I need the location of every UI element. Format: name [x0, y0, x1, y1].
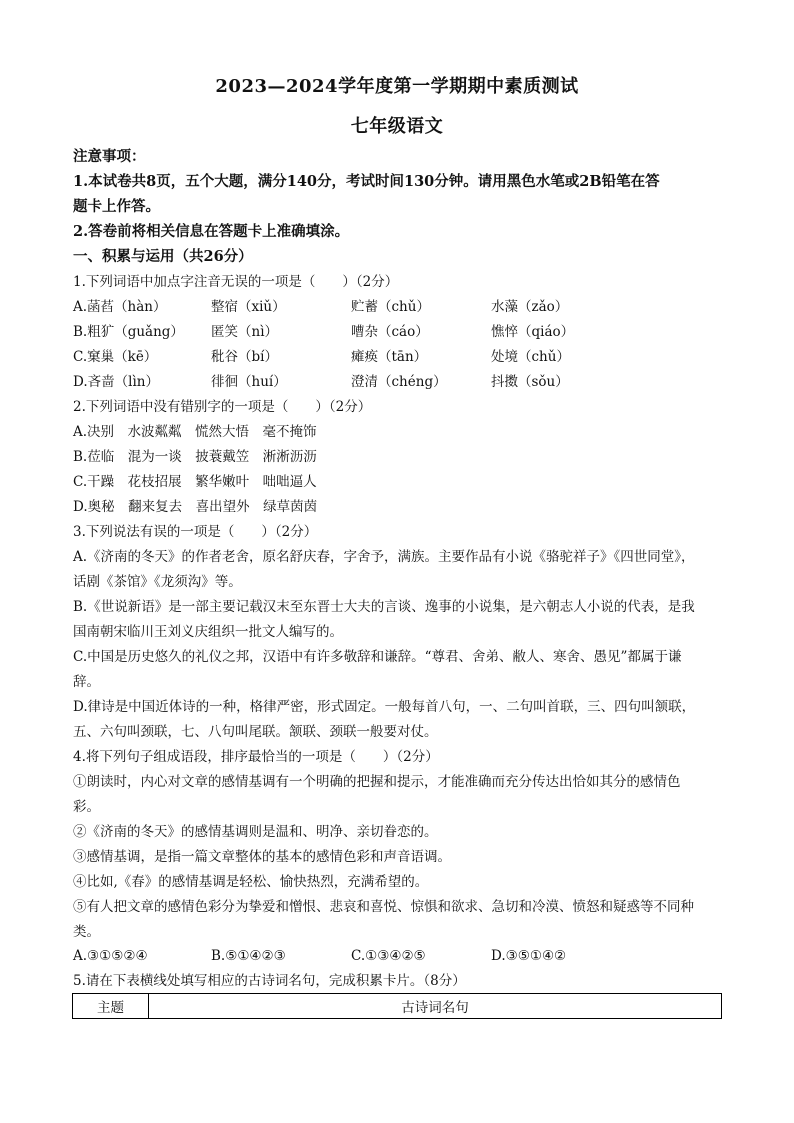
question-3-option-d-line-1: D.律诗是中国近体诗的一种，格律严密，形式固定。一般每首八句，一、二句叫首联，三、四句叫颔联，	[73, 699, 696, 715]
question-3-option-d-line-2: 五、六句叫颈联，七、八句叫尾联。颔联、颈联一般要对仗。	[73, 724, 438, 740]
notice-heading: 注意事项：	[73, 148, 146, 165]
question-3-option-c-line-2: 辞。	[73, 674, 100, 690]
option-cell: 抖擞（sǒu）	[491, 374, 569, 390]
question-4-sentence-4: ④比如,《春》的感情基调是轻松、愉快热烈，充满希望的。	[73, 874, 429, 890]
option-cell: 瘫痪（tān）	[351, 349, 428, 365]
question-2-option-a: A.决别 水波粼粼 慌然大悟 毫不掩饰	[73, 424, 317, 440]
question-1-option-d	[73, 372, 733, 392]
option-cell: 处境（chǔ）	[491, 349, 570, 365]
question-3-option-a-line-1: A.《济南的冬天》的作者老舍，原名舒庆春，字舍予，满族。主要作品有小说《骆驼祥子》《四世同堂》，	[73, 549, 695, 565]
question-4-stem: 4.将下列句子组成语段，排序最恰当的一项是（ ）（2分）	[73, 749, 439, 765]
question-5-stem: 5.请在下表横线处填写相应的古诗词名句，完成积累卡片。（8分）	[73, 973, 466, 989]
question-3-option-b-line-1: B.《世说新语》是一部主要记载汉末至东晋士大夫的言谈、逸事的小说集，是六朝志人小说的代表，是我	[73, 599, 695, 615]
question-2-option-b: B.莅临 混为一谈 披蓑戴笠 淅淅沥沥	[73, 449, 317, 465]
option-cell: C.窠巢（kē）	[73, 349, 158, 365]
option-cell: 憔悴（qiáo）	[491, 324, 575, 340]
question-3-option-b-line-2: 国南朝宋临川王刘义庆组织一批文人编写的。	[73, 624, 343, 640]
option-cell: 嘈杂（cáo）	[351, 324, 429, 340]
notice-item-1-line-1: 1.本试卷共8页，五个大题，满分140分，考试时间130分钟。请用黑色水笔或2B铅笔在答	[73, 173, 660, 190]
option-cell: 贮蓄（chǔ）	[351, 299, 430, 315]
option-cell: B.粗犷（guǎng）	[73, 324, 184, 340]
question-4-sentence-1-line-1: ①朗读时，内心对文章的感情基调有一个明确的把握和提示，才能准确而充分传达出恰如其分的感情色	[73, 774, 681, 790]
question-4-sentence-5-line-1: ⑤有人把文章的感情色彩分为挚爱和憎恨、悲哀和喜悦、惊惧和欲求、急切和冷漠、愤怒和疑惑等不同种	[73, 899, 694, 915]
question-1-option-c	[73, 347, 733, 367]
table-header-poem-lines: 古诗词名句	[149, 994, 722, 1019]
question-1-stem: 1.下列词语中加点字注音无误的一项是（ ）（2分）	[73, 274, 399, 290]
question-2-option-d: D.奥秘 翻来复去 喜出望外 绿草茵茵	[73, 499, 318, 515]
question-3-stem: 3.下列说法有误的一项是（ ）（2分）	[73, 524, 318, 540]
option-cell: 水藻（zǎo）	[491, 299, 569, 315]
table-header-row	[73, 994, 722, 1019]
question-3-option-c-line-1: C.中国是历史悠久的礼仪之邦，汉语中有许多敬辞和谦辞。“尊君、舍弟、敝人、寒舍、愚见”都属于谦	[73, 649, 682, 665]
notice-item-1-line-2: 题卡上作答。	[73, 198, 160, 215]
question-4-sentence-3: ③感情基调，是指一篇文章整体的基本的感情色彩和声音语调。	[73, 849, 451, 865]
option-cell: 徘徊（huí）	[211, 374, 287, 390]
poetry-card-table	[72, 993, 722, 1019]
option-cell: 匿笑（nì）	[211, 324, 279, 340]
question-4-sentence-1-line-2: 彩。	[73, 799, 100, 815]
question-4-sentence-2: ②《济南的冬天》的感情基调则是温和、明净、亲切眷恋的。	[73, 824, 438, 840]
question-1-option-b	[73, 322, 733, 342]
question-1-option-a	[73, 297, 733, 317]
answer-option-c: C.①③④②⑤	[351, 948, 426, 964]
question-2-option-c: C.干躁 花枝招展 繁华嫩叶 咄咄逼人	[73, 474, 317, 490]
answer-option-a: A.③①⑤②④	[73, 948, 148, 964]
option-cell: 澄清（chéng）	[351, 374, 447, 390]
option-cell: 整宿（xiǔ）	[211, 299, 286, 315]
answer-option-d: D.③⑤①④②	[491, 948, 567, 964]
option-cell: 秕谷（bí）	[211, 349, 278, 365]
exam-title: 2023—2024学年度第一学期期中素质测试	[215, 76, 579, 97]
option-cell: D.吝啬（lìn）	[73, 374, 159, 390]
section-1-heading: 一、积累与运用（共26分）	[73, 248, 253, 265]
notice-item-2: 2.答卷前将相关信息在答题卡上准确填涂。	[73, 223, 350, 240]
question-4-sentence-5-line-2: 类。	[73, 924, 100, 940]
table-header-theme: 主题	[73, 994, 149, 1019]
option-cell: A.菡萏（hàn）	[73, 299, 167, 315]
question-4-answers	[73, 946, 733, 966]
question-3-option-a-line-2: 话剧《茶馆》《龙须沟》等。	[73, 574, 242, 590]
answer-option-b: B.⑤①④②③	[211, 948, 286, 964]
question-2-stem: 2.下列词语中没有错别字的一项是（ ）（2分）	[73, 399, 372, 415]
exam-subtitle: 七年级语文	[350, 116, 444, 137]
